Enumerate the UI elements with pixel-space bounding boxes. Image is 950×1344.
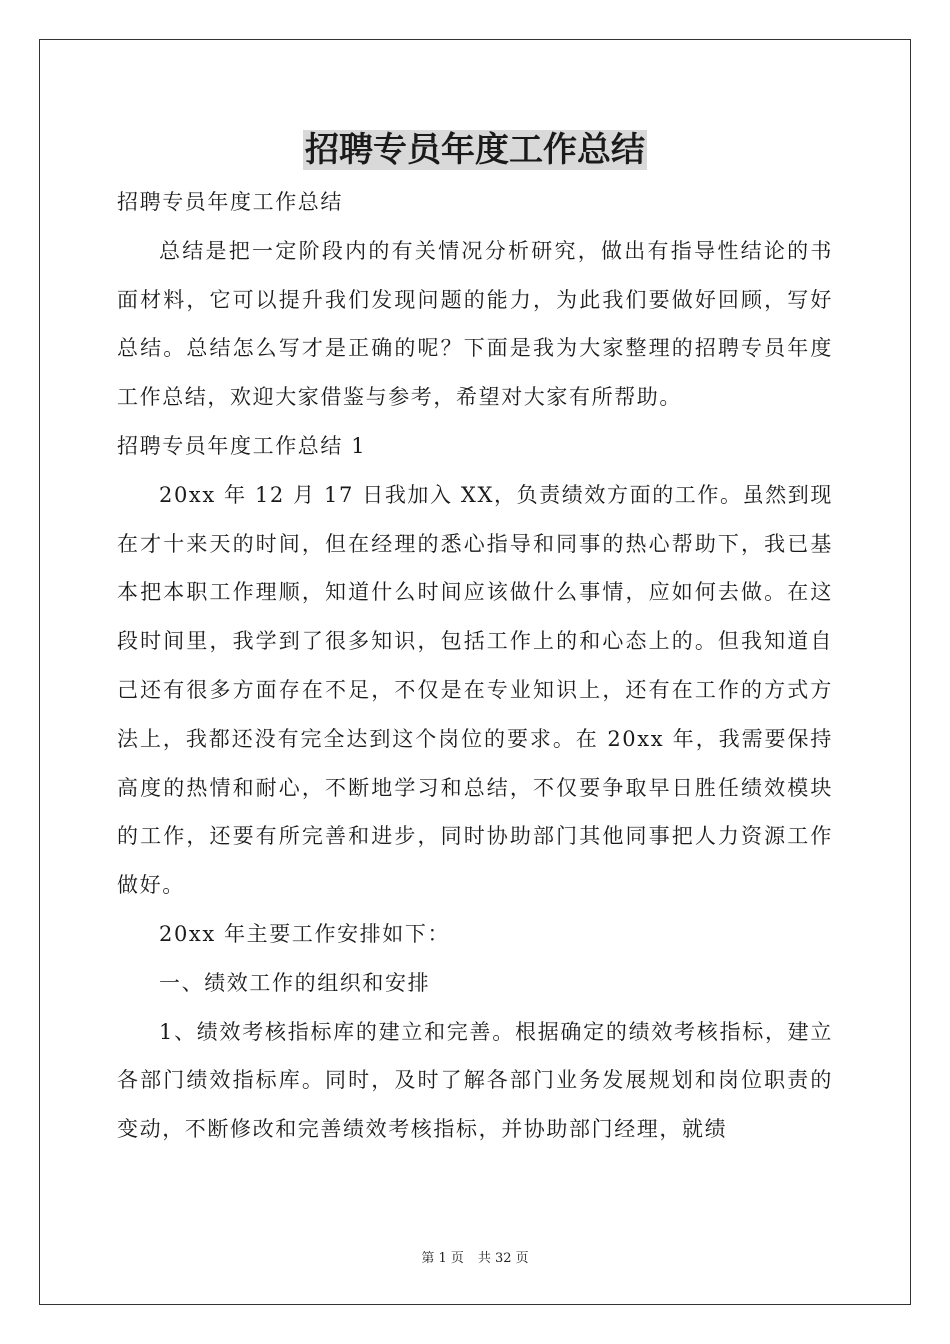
section-heading: 招聘专员年度工作总结 1 — [117, 433, 367, 458]
document-body — [117, 178, 833, 1154]
document-title-text: 招聘专员年度工作总结 — [305, 130, 645, 170]
list-heading: 一、绩效工作的组织和安排 — [159, 970, 431, 995]
intro-paragraph: 总结是把一定阶段内的有关情况分析研究，做出有指导性结论的书面材料，它可以提升我们发现问题的能力，为此我们要做好回顾，写好总结。总结怎么写才是正确的呢？下面是我为大家整理的招聘专员年度工作总结，欢迎大家借鉴与参考，希望对大家有所帮助。 — [117, 238, 833, 410]
body-paragraph: 1、绩效考核指标库的建立和完善。根据确定的绩效考核指标，建立各部门绩效指标库。同时，及时了解各部门业务发展规划和岗位职责的变动，不断修改和完善绩效考核指标，并协助部门经理，就绩 — [117, 1019, 833, 1142]
page-total: 共 32 页 — [477, 1251, 529, 1266]
body-paragraph: 20xx 年主要工作安排如下： — [159, 921, 451, 946]
body-paragraph: 20xx 年 12 月 17 日我加入 XX，负责绩效方面的工作。虽然到现在才十来天的时间，但在经理的悉心指导和同事的热心帮助下，我已基本把本职工作理顺，知道什么时间应该做什么事情，应如何去做。在这段时间里，我学到了很多知识，包括工作上的和心态上的。但我知道自己还有很多方面存在不足，不仅是在专业知识上，还有在工作的方式方法上，我都还没有完全达到这个岗位的要求。在 20xx 年，我需要保持高度的热情和耐心，不断地学习和总结，不仅要争取早日胜任绩效模块的工作，还要有所完善和进步，同时协助部门其他同事把人力资源工作做好。 — [117, 482, 834, 898]
page-number: 第 1 页 — [421, 1251, 464, 1266]
page-footer — [0, 1247, 950, 1266]
document-title — [0, 126, 950, 174]
subtitle-paragraph: 招聘专员年度工作总结 — [117, 190, 343, 214]
